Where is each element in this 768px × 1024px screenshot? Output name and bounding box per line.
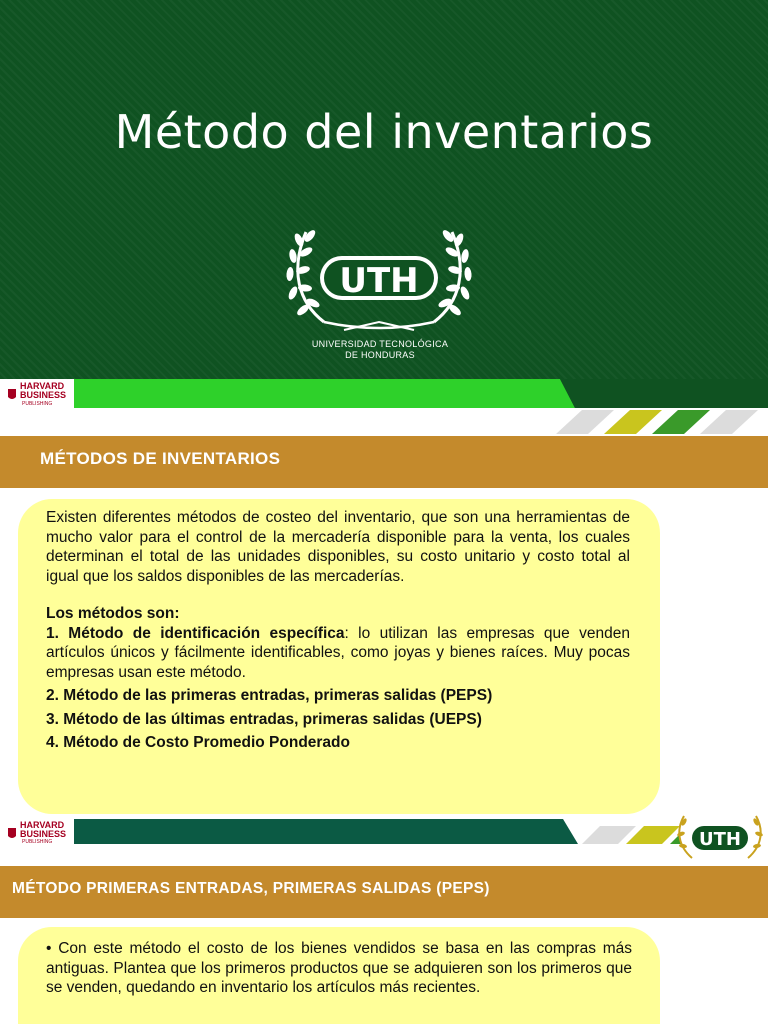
peps-slide <box>0 866 768 1024</box>
method-3: 3. Método de las últimas entradas, primeras salidas (UEPS) <box>46 710 482 728</box>
footer-logo-line2: BUSINESS <box>20 829 67 839</box>
method-1-desc: : lo utilizan las empresas que venden artículos únicos y fácilmente identificables, como joyas y bienes raíces. Muy pocas empresas usan este método. <box>46 624 630 681</box>
section-header-text: MÉTODO PRIMERAS ENTRADAS, PRIMERAS SALIDAS (PEPS) <box>12 880 490 897</box>
footer-logo-line3: PUBLISHING <box>22 839 53 845</box>
footer-logo-line2: BUSINESS <box>20 390 67 400</box>
harvard-shield-icon <box>8 389 16 399</box>
method-4: 4. Método de Costo Promedio Ponderado <box>46 734 350 751</box>
logo-caption-line2: DE HONDURAS <box>345 350 415 360</box>
method-1 <box>46 624 630 683</box>
section-header <box>0 866 768 918</box>
section-header <box>0 436 768 488</box>
intro-paragraph: Existen diferentes métodos de costeo del inventario, que son una herramientas de mucho valor para el control de la mercadería disponible para la venta, los cuales determinan el total de las unidades disponibles, su costo unitario y costo total al igual que los saldos disponibles de las mercaderías. <box>46 509 630 585</box>
methods-heading: Los métodos son: <box>46 605 180 622</box>
slide-footer-band <box>0 379 768 408</box>
method-1-title: 1. Método de identificación específica <box>46 624 345 642</box>
footer-logo-line1: HARVARD <box>20 381 65 391</box>
peps-box <box>18 927 660 1024</box>
peps-bullet: • Con este método el costo de los bienes vendidos se basa en las compras más antiguas. Plantea que los primeros productos que se adquieren son los primeros que se venden, quedando en inventario los artículos más recientes. <box>46 940 632 996</box>
corner-logo-text: UTH <box>699 829 741 850</box>
slide-footer-band <box>0 806 768 866</box>
methods-slide <box>0 408 768 866</box>
section-header-text: MÉTODOS DE INVENTARIOS <box>40 449 281 468</box>
footer-logo-line1: HARVARD <box>20 820 65 830</box>
logo-caption-line1: UNIVERSIDAD TECNOLÓGICA <box>311 339 449 349</box>
logo-caption <box>280 339 480 361</box>
method-2: 2. Método de las primeras entradas, primeras salidas (PEPS) <box>46 687 493 704</box>
footer-logo-line3: PUBLISHING <box>22 401 53 407</box>
harvard-shield-icon <box>8 828 16 838</box>
logo-text: UTH <box>339 261 419 301</box>
top-stripes <box>0 408 768 434</box>
slide-title: Método del inventarios <box>114 105 654 159</box>
uth-logo <box>284 226 474 336</box>
methods-box <box>18 499 660 814</box>
title-slide <box>0 0 768 408</box>
